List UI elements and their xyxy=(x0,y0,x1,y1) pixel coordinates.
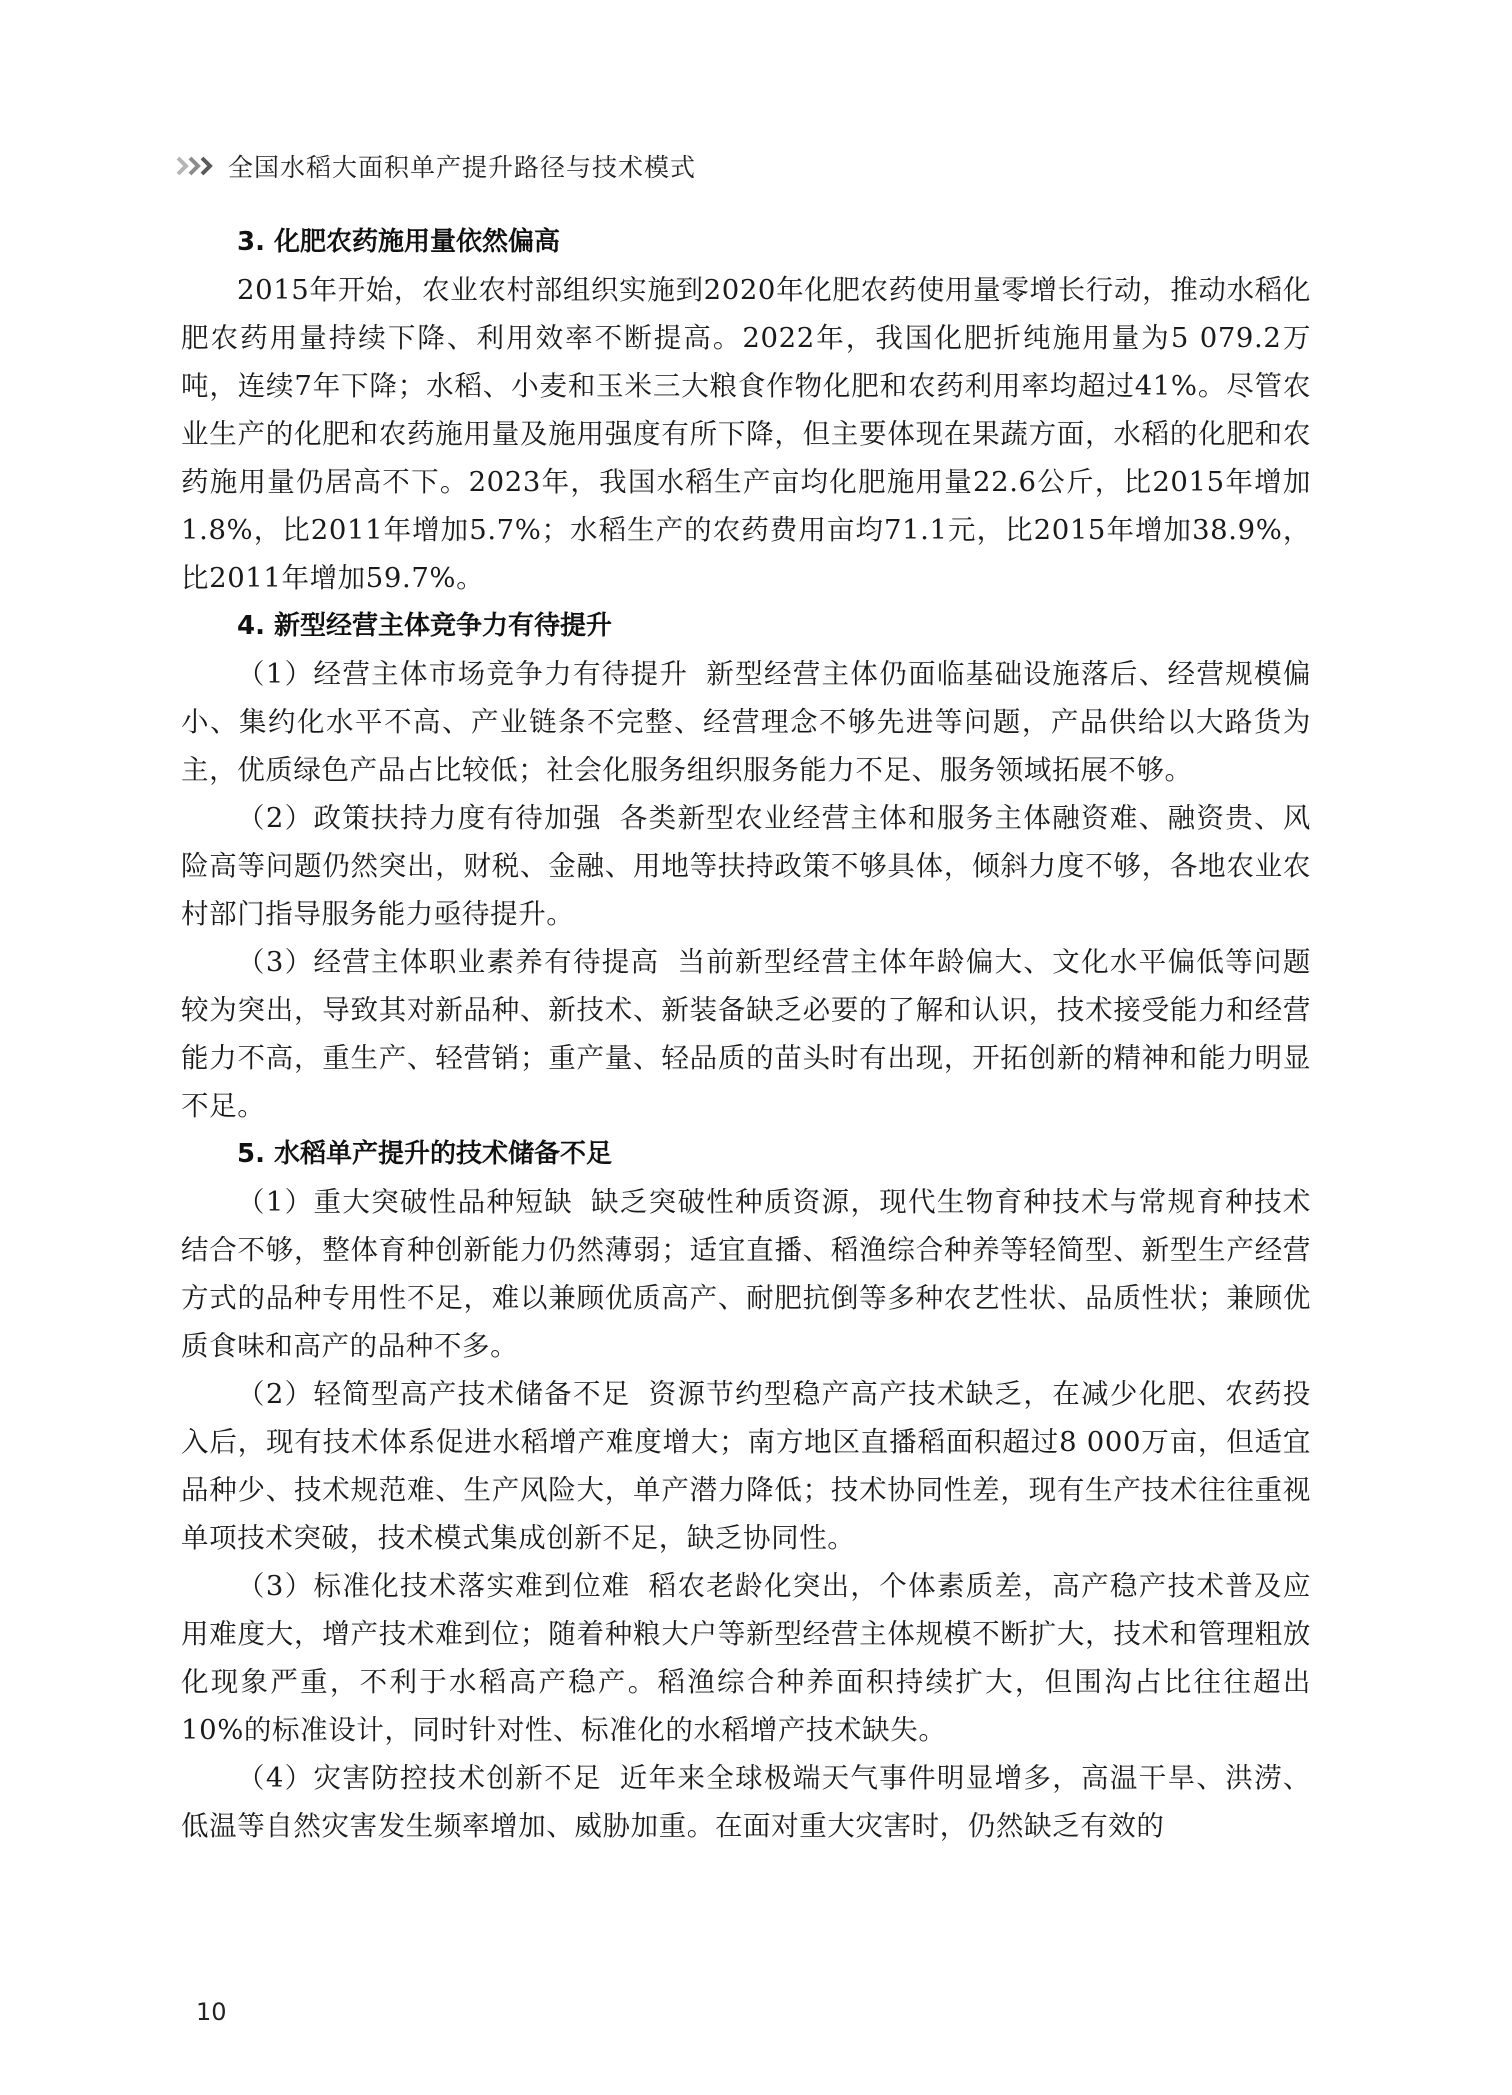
running-title: 全国水稻大面积单产提升路径与技术模式 xyxy=(228,153,697,182)
body-paragraph xyxy=(181,266,1311,602)
section-heading: 3. 化肥农药施用量依然偏高 xyxy=(237,227,561,257)
section-heading: 4. 新型经营主体竞争力有待提升 xyxy=(237,611,613,641)
paragraph-text: 近年来全球极端天气事件明显增多，高温干旱、洪涝、低温等自然灾害发生频率增加、威胁加重。在面对重大灾害时，仍然缺乏有效的 xyxy=(181,1762,1311,1842)
paragraph-lead: （1）经营主体市场竞争力有待提升 xyxy=(237,658,689,690)
paragraph-text: 当前新型经营主体年龄偏大、文化水平偏低等问题较为突出，导致其对新品种、新技术、新装备缺乏必要的了解和认识，技术接受能力和经营能力不高，重生产、轻营销；重产量、轻品质的苗头时有出现，开拓创新的精神和能力明显不足。 xyxy=(181,946,1311,1122)
page-number: 10 xyxy=(196,1998,227,2026)
body-paragraph xyxy=(181,1178,1311,1370)
paragraph-lead: （2）政策扶持力度有待加强 xyxy=(237,802,602,834)
paragraph-lead: （1）重大突破性品种短缺 xyxy=(237,1186,573,1218)
body-paragraph xyxy=(181,1562,1311,1754)
paragraph-lead: （2）轻简型高产技术储备不足 xyxy=(237,1378,631,1410)
body-paragraph xyxy=(181,794,1311,938)
running-head xyxy=(176,148,696,184)
paragraph-text: 缺乏突破性种质资源，现代生物育种技术与常规育种技术结合不够，整体育种创新能力仍然薄弱；适宜直播、稻渔综合种养等轻简型、新型生产经营方式的品种专用性不足，难以兼顾优质高产、耐肥抗倒等多种农艺性状、品质性状；兼顾优质食味和高产的品种不多。 xyxy=(181,1186,1311,1362)
paragraph-lead: （4）灾害防控技术创新不足 xyxy=(237,1762,602,1794)
paragraph-text: 资源节约型稳产高产技术缺乏，在减少化肥、农药投入后，现有技术体系促进水稻增产难度增大；南方地区直播稻面积超过8 000万亩，但适宜品种少、技术规范难、生产风险大，单产潜力降低；技术协同性差，现有生产技术往往重视单项技术突破，技术模式集成创新不足，缺乏协同性。 xyxy=(181,1378,1311,1554)
body-paragraph xyxy=(181,1370,1311,1562)
paragraph-lead: （3）标准化技术落实难到位难 xyxy=(237,1570,631,1602)
body-paragraph xyxy=(181,650,1311,794)
paragraph-text: 2015年开始，农业农村部组织实施到2020年化肥农药使用量零增长行动，推动水稻化肥农药用量持续下降、利用效率不断提高。2022年，我国化肥折纯施用量为5 079.2万吨，连续7年下降；水稻、小麦和玉米三大粮食作物化肥和农药利用率均超过41%。尽管农业生产的化肥和农药施用量及施用强度有所下降，但主要体现在果蔬方面，水稻的化肥和农药施用量仍居高不下。2023年，我国水稻生产亩均化肥施用量22.6公斤，比2015年增加1.8%，比2011年增加5.7%；水稻生产的农药费用亩均71.1元，比2015年增加38.9%，比2011年增加59.7%。 xyxy=(181,274,1311,594)
paragraph-text: 各类新型农业经营主体和服务主体融资难、融资贵、风险高等问题仍然突出，财税、金融、用地等扶持政策不够具体，倾斜力度不够，各地农业农村部门指导服务能力亟待提升。 xyxy=(181,802,1311,930)
section-heading: 5. 水稻单产提升的技术储备不足 xyxy=(237,1139,613,1169)
triple-chevron-icon xyxy=(176,155,220,177)
body-paragraph xyxy=(181,1754,1311,1850)
paragraph-text: 稻农老龄化突出，个体素质差，高产稳产技术普及应用难度大，增产技术难到位；随着种粮大户等新型经营主体规模不断扩大，技术和管理粗放化现象严重，不利于水稻高产稳产。稻渔综合种养面积持续扩大，但围沟占比往往超出10%的标准设计，同时针对性、标准化的水稻增产技术缺失。 xyxy=(181,1570,1311,1746)
body-paragraph xyxy=(181,938,1311,1130)
paragraph-text: 新型经营主体仍面临基础设施落后、经营规模偏小、集约化水平不高、产业链条不完整、经营理念不够先进等问题，产品供给以大路货为主，优质绿色产品占比较低；社会化服务组织服务能力不足、服务领域拓展不够。 xyxy=(181,658,1311,786)
paragraph-lead: （3）经营主体职业素养有待提高 xyxy=(237,946,660,978)
page-body xyxy=(181,218,1311,1850)
